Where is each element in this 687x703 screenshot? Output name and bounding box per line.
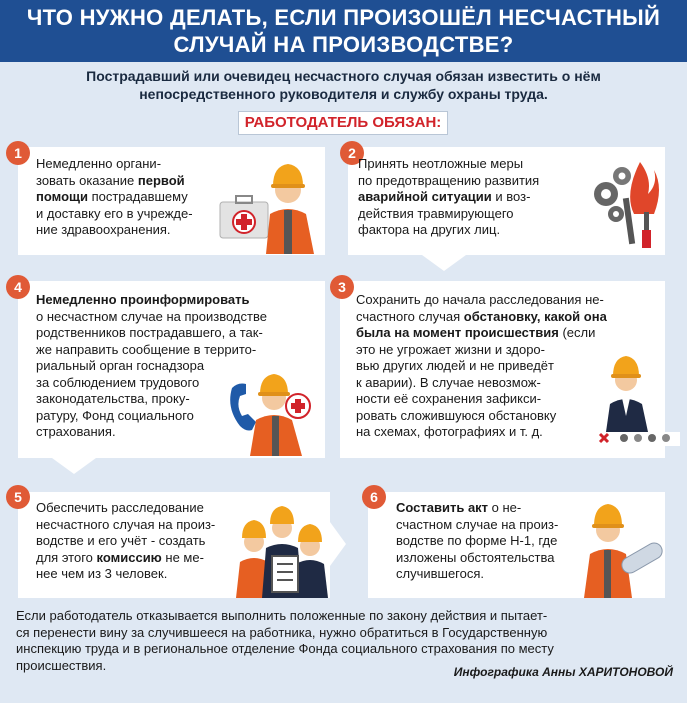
step-line: на схемах, фотографиях и т. д.	[356, 424, 543, 439]
footer-line3: инспекцию труда и в региональное отделение Фонда социального страхования по месту	[16, 641, 554, 656]
step-line: Немедленно органи-	[36, 156, 162, 171]
step-line: счастном случае на произ-	[396, 516, 559, 532]
worker-evidence-icon	[596, 352, 680, 456]
step-number-6: 6	[362, 485, 386, 509]
step-line: ние здравоохранения.	[36, 222, 171, 237]
step-line: водстве и его учёт - создать	[36, 533, 206, 548]
step-line: помощи пострадавшему	[36, 189, 188, 204]
step-line: законодательства, проку-	[36, 391, 190, 406]
step-line: это не угрожает жизни и здоро-	[356, 341, 545, 357]
worker-phone-icon	[226, 368, 324, 456]
intro-line1: Пострадавший или очевидец несчастного случая обязан известить о нём	[86, 68, 601, 84]
step-text-6	[396, 500, 586, 583]
step-line: же направить сообщение в террито-	[36, 341, 257, 357]
flow-arrow-5-6	[330, 522, 346, 566]
step-line: водстве по форме Н-1, где	[396, 533, 558, 548]
intro-text	[20, 67, 667, 103]
step-line: риальный орган госнадзора	[36, 358, 205, 373]
infographic-credit: Инфографика Анны ХАРИТОНОВОЙ	[453, 665, 673, 679]
step-line: ровать сложившуюся обстановку	[356, 407, 557, 423]
step-number-1: 1	[6, 141, 30, 165]
step-line: Составить акт о не-	[396, 500, 522, 515]
step-number-3: 3	[330, 275, 354, 299]
step-text-5	[36, 500, 246, 583]
step-line: аварийной ситуации и воз-	[358, 189, 531, 204]
step-line: Принять неотложные меры	[358, 156, 524, 171]
footer-line4: происшествия.	[16, 657, 107, 673]
step-number-5: 5	[6, 485, 30, 509]
step-number-2: 2	[340, 141, 364, 165]
step-line: изложены обстоятельства	[396, 549, 555, 565]
step-line: вью других людей и не приведёт	[356, 358, 554, 373]
step-line: по предотвращению развития	[358, 172, 540, 188]
step-line: фактора на других лиц.	[358, 222, 501, 237]
step-line: счастного случая обстановку, какой она	[356, 308, 607, 324]
step-line: родственников пострадавшего, а так-	[36, 325, 263, 340]
footer-line1: Если работодатель отказывается выполнить положенные по закону действия и пытает-	[16, 608, 548, 623]
step-line: Немедленно проинформировать	[36, 292, 250, 307]
footer-line2: ся перенести вину за случившееся на работника, нужно обратиться в Государственную	[16, 624, 548, 640]
first-aid-worker-icon	[218, 150, 323, 254]
step-line: о несчастном случае на производстве	[36, 308, 267, 324]
step-line: случившегося.	[396, 566, 485, 581]
step-line: ности её сохранения зафикси-	[356, 391, 542, 406]
step-line: была на момент происшествия (если	[356, 325, 596, 340]
step-line: к аварии). В случае невозмож-	[356, 374, 541, 390]
page-title-line1: ЧТО НУЖНО ДЕЛАТЬ, ЕСЛИ ПРОИЗОШЁЛ НЕСЧАСТНЫЙ	[26, 5, 661, 30]
page-header	[0, 0, 687, 62]
step-line: Сохранить до начала расследования не-	[356, 292, 604, 307]
step-text-2	[358, 156, 598, 239]
step-text-1	[36, 156, 216, 239]
step-line: действия травмирующего	[358, 205, 514, 221]
step-line: страхования.	[36, 424, 116, 439]
page-title-line2: СЛУЧАЙ НА ПРОИЗВОДСТВЕ?	[173, 32, 514, 57]
step-line: нее чем из 3 человек.	[36, 566, 168, 581]
employer-obliged-label: РАБОТОДАТЕЛЬ ОБЯЗАН:	[238, 111, 448, 135]
commission-icon	[232, 496, 332, 598]
worker-document-icon	[576, 494, 668, 598]
step-line: Обеспечить расследование	[36, 500, 204, 515]
intro-line2: непосредственного руководителя и службу охраны труда.	[139, 86, 548, 102]
step-line: для этого комиссию не ме-	[36, 549, 204, 565]
step-line: ратуру, Фонд социального	[36, 407, 194, 423]
gears-fire-tools-icon	[588, 154, 662, 250]
flow-arrow-4-5	[52, 458, 96, 474]
step-number-4: 4	[6, 275, 30, 299]
step-line: зовать оказание первой	[36, 172, 185, 188]
flow-arrow-2-3	[422, 255, 466, 271]
step-line: несчастного случая на произ-	[36, 516, 216, 532]
step-line: и доставку его в учрежде-	[36, 205, 193, 221]
step-line: за соблюдением трудового	[36, 374, 200, 390]
